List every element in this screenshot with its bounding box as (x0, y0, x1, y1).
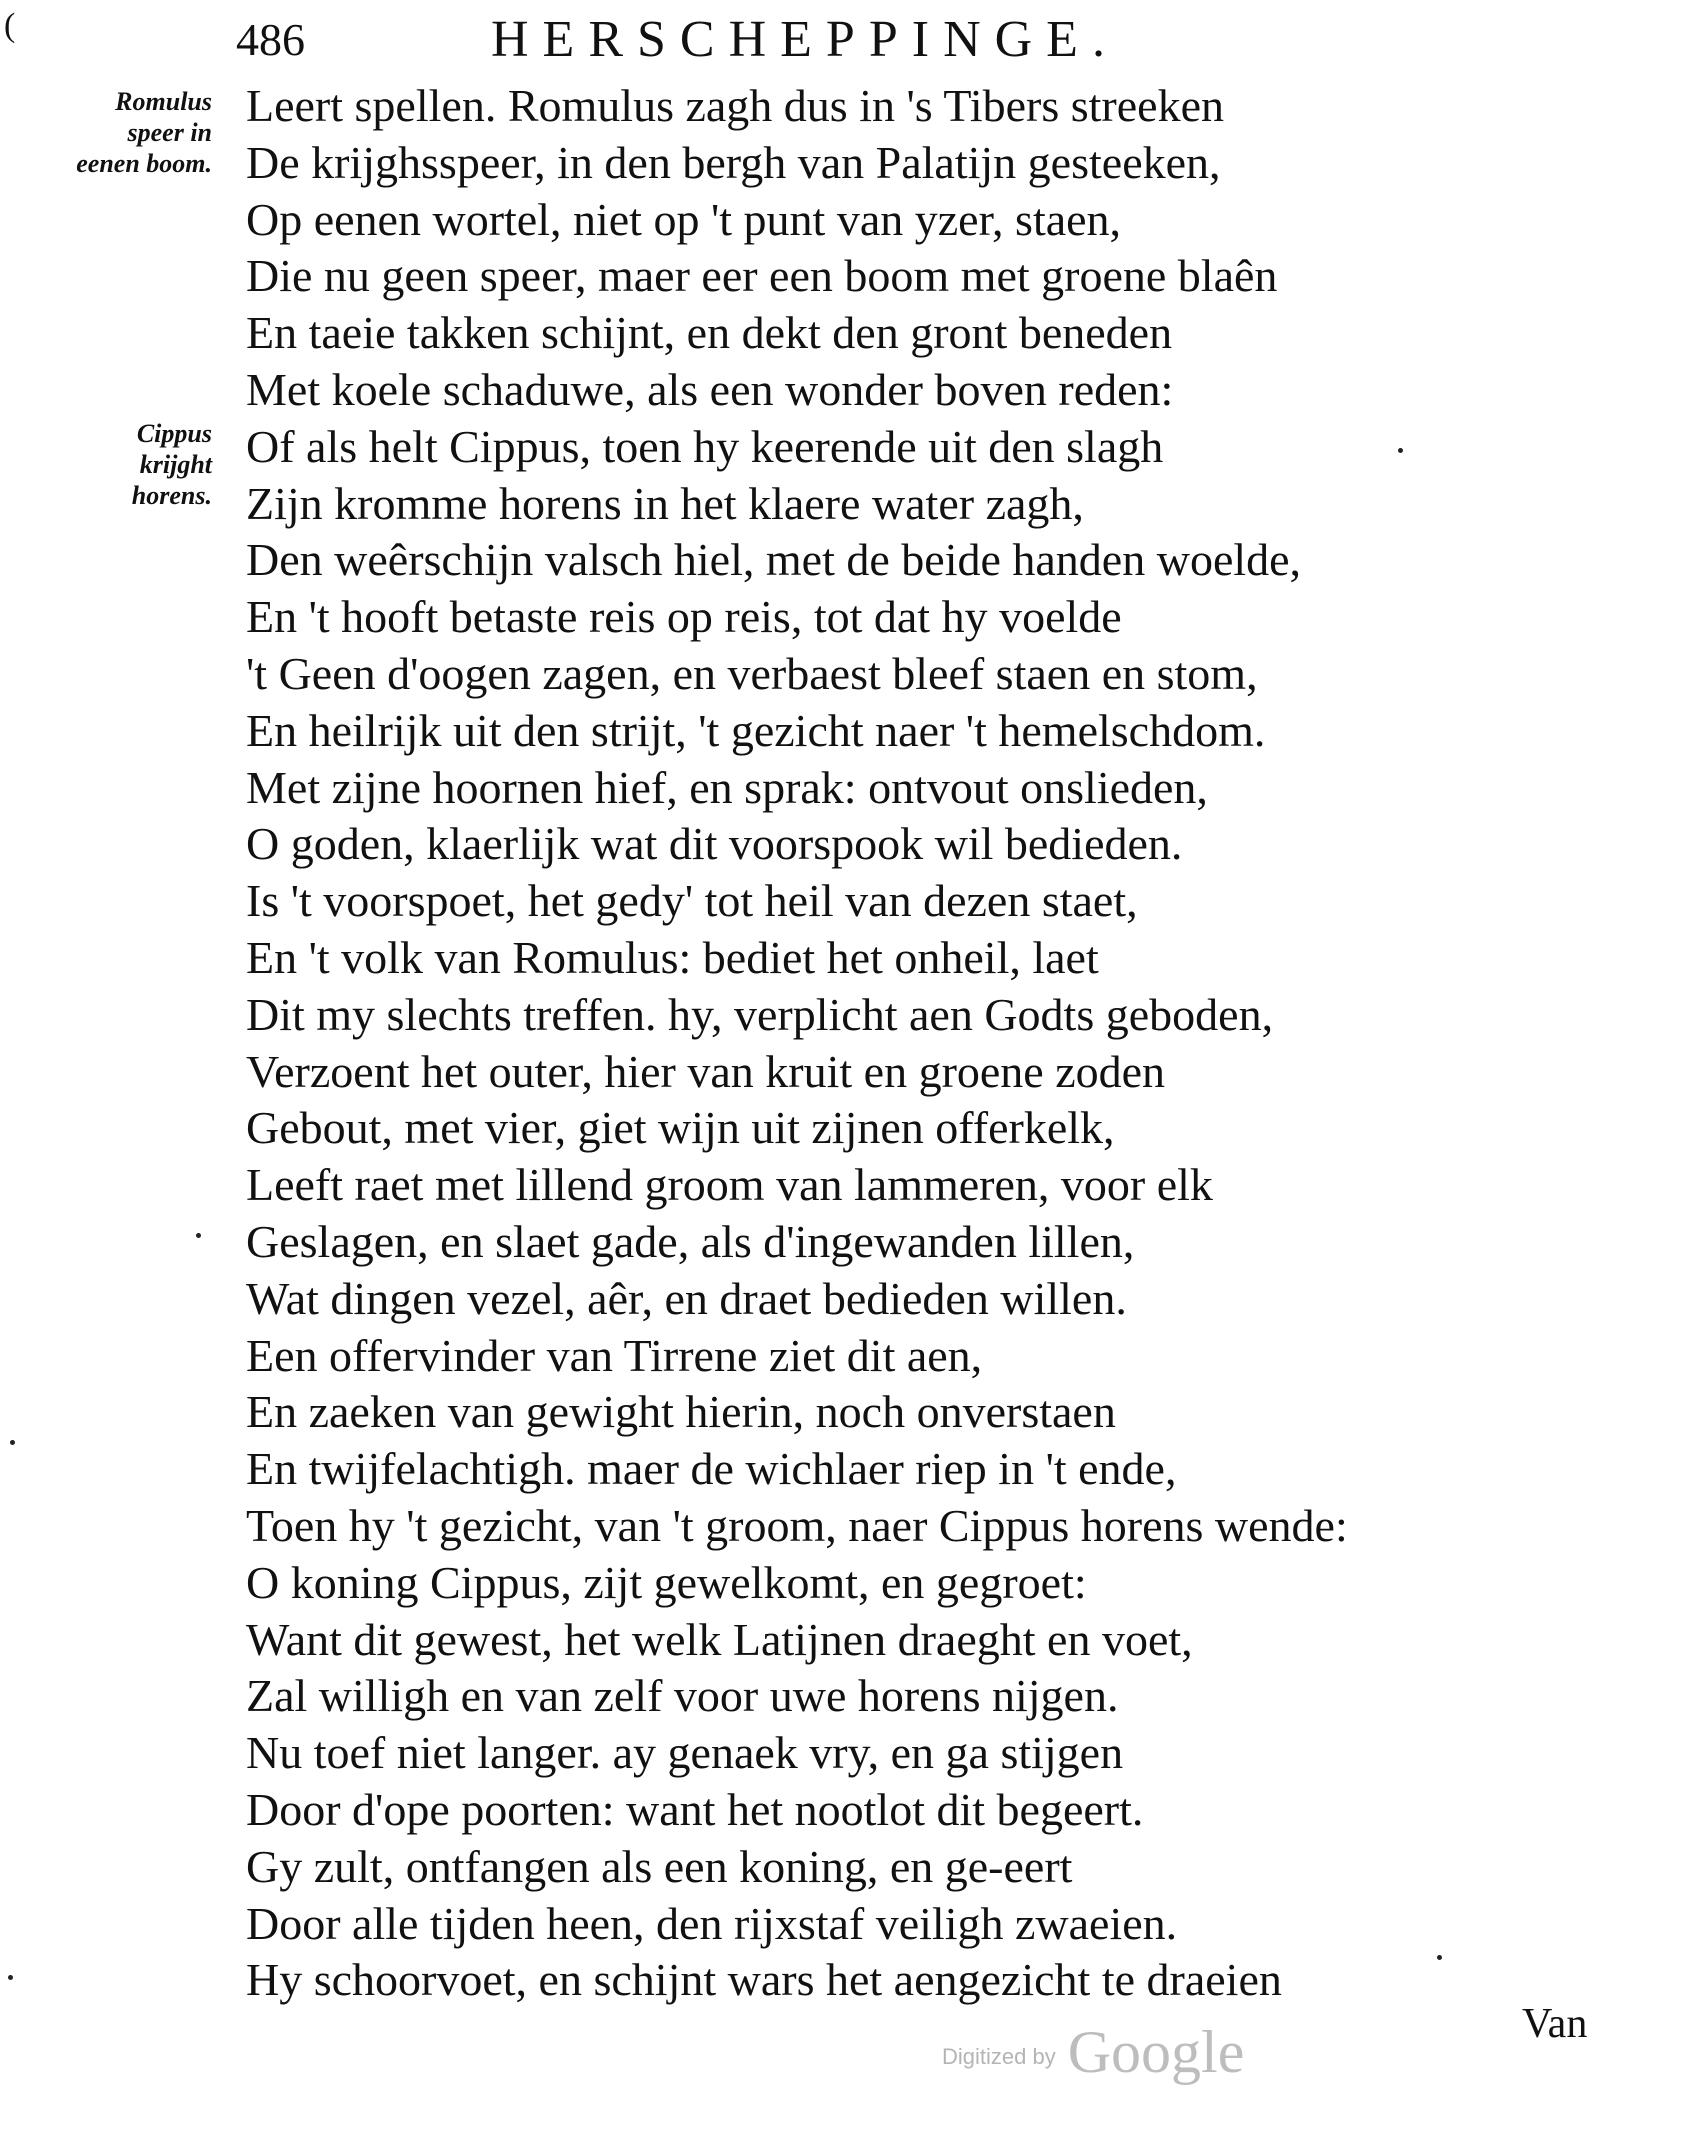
ink-speck (196, 1233, 201, 1238)
verse-line: En 't hooft betaste reis op reis, tot dat hy voelde (246, 591, 1122, 643)
verse-line: En heilrijk uit den strijt, 't gezicht naer 't hemelschdom. (246, 704, 1266, 756)
verse-line: Den weêrschijn valsch hiel, met de beide handen woelde, (246, 534, 1302, 586)
google-logo: Google (1067, 2019, 1245, 2085)
verse-line: En 't volk van Romulus: bediet het onheil, laet (246, 931, 1099, 983)
verse-line: Die nu geen speer, maer eer een boom met groene blaên (246, 250, 1278, 302)
verse-line: 't Geen d'oogen zagen, en verbaest bleef staen en stom, (246, 647, 1258, 699)
verse-line: Met zijne hoornen hief, en sprak: ontvout onslieden, (246, 761, 1208, 813)
verse-line: Een offervinder van Tirrene ziet dit aen, (246, 1329, 983, 1381)
verse-line: Is 't voorspoet, het gedy' tot heil van dezen staet, (246, 875, 1138, 927)
verse-line: Geslagen, en slaet gade, als d'ingewanden lillen, (246, 1215, 1135, 1267)
verse-line: Gy zult, ontfangen als een koning, en ge-eert (246, 1840, 1073, 1892)
verse-line: O koning Cippus, zijt gewelkomt, en gegroet: (246, 1556, 1087, 1608)
verse-line: Hy schoorvoet, en schijnt wars het aengezicht te draeien (246, 1954, 1282, 2006)
margin-mark: ( (4, 7, 16, 44)
verse-line: Gebout, met vier, giet wijn uit zijnen offerkelk, (246, 1102, 1115, 1154)
ink-speck (8, 1975, 13, 1980)
verse-line: Leert spellen. Romulus zagh dus in 's Tibers streeken (246, 80, 1224, 131)
sidenote-romulus: Romulus speer in eenen boom. (76, 87, 212, 178)
ink-speck (10, 1440, 15, 1445)
verse-line: Op eenen wortel, niet op 't punt van yzer, staen, (246, 193, 1122, 245)
running-title: HERSCHEPPINGE. (491, 11, 1119, 68)
verse-line: Met koele schaduwe, als een wonder boven reden: (246, 363, 1174, 415)
verse-line: En twijfelachtigh. maer de wichlaer riep in 't ende, (246, 1443, 1177, 1495)
verse-line: Want dit gewest, het welk Latijnen draeght en voet, (246, 1613, 1193, 1665)
verse-line: Nu toef niet langer. ay genaek vry, en ga stijgen (246, 1727, 1124, 1779)
verse-text (246, 78, 1626, 2009)
verse-line: En zaeken van gewight hierin, noch onverstaen (246, 1386, 1116, 1438)
digitized-by-label: Digitized by (942, 2044, 1056, 2069)
verse-line: De krijghsspeer, in den bergh van Palatijn gesteeken, (246, 136, 1221, 188)
page-number: 486 (236, 14, 305, 65)
ink-speck (1437, 1955, 1442, 1960)
verse-line: Verzoent het outer, hier van kruit en groene zoden (246, 1045, 1166, 1097)
verse-line: Toen hy 't gezicht, van 't groom, naer Cippus horens wende: (246, 1499, 1348, 1551)
verse-line: Leeft raet met lillend groom van lammeren, voor elk (246, 1159, 1213, 1211)
verse-line: Door alle tijden heen, den rijxstaf veiligh zwaeien. (246, 1897, 1178, 1949)
verse-line: Zal willigh en van zelf voor uwe horens nijgen. (246, 1670, 1119, 1722)
catchword: Van (1522, 2001, 1588, 2047)
digitized-watermark (942, 2018, 1245, 2085)
sidenote-cippus: Cippus krijght horens. (131, 419, 212, 510)
verse-line: Wat dingen vezel, aêr, en draet bedieden willen. (246, 1272, 1127, 1324)
verse-line: Zijn kromme horens in het klaere water zagh, (246, 477, 1084, 529)
ink-speck (1398, 448, 1403, 453)
verse-line: O goden, klaerlijk wat dit voorspook wil bedieden. (246, 818, 1183, 870)
verse-line: Door d'ope poorten: want het nootlot dit begeert. (246, 1783, 1144, 1835)
verse-line: Dit my slechts treffen. hy, verplicht aen Godts geboden, (246, 988, 1274, 1040)
verse-line: Of als helt Cippus, toen hy keerende uit den slagh (246, 420, 1164, 472)
verse-line: En taeie takken schijnt, en dekt den gront beneden (246, 307, 1173, 359)
page-header (236, 10, 1376, 70)
